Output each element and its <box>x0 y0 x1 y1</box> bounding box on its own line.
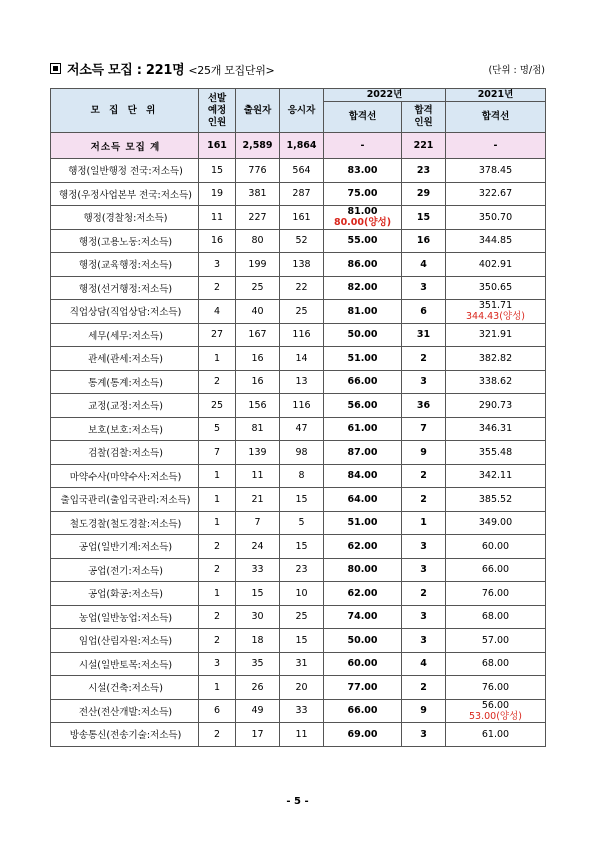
row-examinees: 287 <box>280 182 324 206</box>
row-cutoff-2022: 66.00 <box>324 370 402 394</box>
row-cutoff-2021-value: 351.71 <box>478 300 513 312</box>
row-planned: 27 <box>199 323 236 347</box>
row-applicants: 16 <box>236 370 280 394</box>
header-planned: 선발 예정 인원 <box>199 89 236 133</box>
row-passed-2022: 2 <box>402 347 446 371</box>
table-row <box>51 488 546 512</box>
row-cutoff-2022: 62.00 <box>324 535 402 559</box>
row-examinees: 11 <box>280 723 324 747</box>
row-passed-2022: 2 <box>402 582 446 606</box>
row-examinees: 31 <box>280 652 324 676</box>
header-passed-2022: 합격 인원 <box>402 102 446 133</box>
row-planned: 1 <box>199 464 236 488</box>
row-cutoff-2021: 76.00 <box>446 676 546 700</box>
row-cutoff-2022: 75.00 <box>324 182 402 206</box>
row-passed-2022: 3 <box>402 723 446 747</box>
row-cutoff-2022: 50.00 <box>324 629 402 653</box>
row-cutoff-2021: 60.00 <box>446 535 546 559</box>
row-cutoff-2022-value: 81.00 <box>347 206 378 218</box>
row-cutoff-2021: 402.91 <box>446 253 546 277</box>
row-cutoff-2021: 355.48 <box>446 441 546 465</box>
row-cutoff-2021: 61.00 <box>446 723 546 747</box>
row-passed-2022: 31 <box>402 323 446 347</box>
row-cutoff-2022: 55.00 <box>324 229 402 253</box>
row-cutoff-2022: 60.00 <box>324 652 402 676</box>
row-planned: 7 <box>199 441 236 465</box>
row-planned: 3 <box>199 652 236 676</box>
table-row <box>51 535 546 559</box>
row-cutoff-2021: 350.70 <box>446 206 546 230</box>
row-cutoff-2022: 66.00 <box>324 699 402 723</box>
row-name: 행정(교육행정:저소득) <box>51 253 199 277</box>
row-name: 세무(세무:저소득) <box>51 323 199 347</box>
table-row <box>51 394 546 418</box>
table-row <box>51 253 546 277</box>
row-cutoff-2021: 382.82 <box>446 347 546 371</box>
row-cutoff-2021: 66.00 <box>446 558 546 582</box>
total-applicants: 2,589 <box>236 133 280 159</box>
square-bullet-icon <box>50 63 61 74</box>
row-planned: 3 <box>199 253 236 277</box>
table-row <box>51 370 546 394</box>
row-cutoff-2021: 350.65 <box>446 276 546 300</box>
row-cutoff-2021: 385.52 <box>446 488 546 512</box>
row-applicants: 16 <box>236 347 280 371</box>
row-name: 행정(일반행정 전국:저소득) <box>51 159 199 183</box>
table-row <box>51 582 546 606</box>
row-applicants: 199 <box>236 253 280 277</box>
row-applicants: 24 <box>236 535 280 559</box>
row-planned: 1 <box>199 488 236 512</box>
row-name: 행정(경찰청:저소득) <box>51 206 199 230</box>
header-cutoff-2021: 합격선 <box>446 102 546 133</box>
table-row <box>51 723 546 747</box>
row-cutoff-2021: 57.00 <box>446 629 546 653</box>
row-applicants: 30 <box>236 605 280 629</box>
total-name: 저소득 모집 계 <box>51 133 199 159</box>
row-applicants: 15 <box>236 582 280 606</box>
table-row <box>51 300 546 324</box>
row-planned: 2 <box>199 276 236 300</box>
row-examinees: 15 <box>280 535 324 559</box>
row-applicants: 156 <box>236 394 280 418</box>
row-cutoff-2022 <box>324 206 402 230</box>
unit-label: (단위 : 명/점) <box>488 65 545 76</box>
row-cutoff-2022: 74.00 <box>324 605 402 629</box>
row-passed-2022: 23 <box>402 159 446 183</box>
total-examinees: 1,864 <box>280 133 324 159</box>
row-planned: 2 <box>199 723 236 747</box>
table-row <box>51 629 546 653</box>
row-name: 마약수사(마약수사:저소득) <box>51 464 199 488</box>
row-planned: 2 <box>199 370 236 394</box>
row-applicants: 21 <box>236 488 280 512</box>
row-applicants: 49 <box>236 699 280 723</box>
row-planned: 11 <box>199 206 236 230</box>
results-table <box>50 88 546 747</box>
row-name: 교정(교정:저소득) <box>51 394 199 418</box>
row-planned: 2 <box>199 605 236 629</box>
total-cutoff-2022: - <box>324 133 402 159</box>
total-planned: 161 <box>199 133 236 159</box>
row-cutoff-2021: 290.73 <box>446 394 546 418</box>
row-name: 검찰(검찰:저소득) <box>51 441 199 465</box>
row-passed-2022: 15 <box>402 206 446 230</box>
row-examinees: 15 <box>280 629 324 653</box>
row-planned: 5 <box>199 417 236 441</box>
header-year-2021: 2021년 <box>446 89 546 102</box>
row-examinees: 116 <box>280 394 324 418</box>
row-cutoff-2021: 349.00 <box>446 511 546 535</box>
table-body <box>51 133 546 747</box>
row-name: 철도경찰(철도경찰:저소득) <box>51 511 199 535</box>
row-cutoff-2021: 378.45 <box>446 159 546 183</box>
table-row <box>51 276 546 300</box>
row-planned: 15 <box>199 159 236 183</box>
row-examinees: 20 <box>280 676 324 700</box>
total-passed-2022: 221 <box>402 133 446 159</box>
row-cutoff-2022-gender-balance-value: 80.00(양성) <box>333 217 392 229</box>
header-applicants: 출원자 <box>236 89 280 133</box>
row-cutoff-2022: 51.00 <box>324 511 402 535</box>
row-name: 출입국관리(출입국관리:저소득) <box>51 488 199 512</box>
row-name: 행정(우정사업본부 전국:저소득) <box>51 182 199 206</box>
row-cutoff-2021-value: 56.00 <box>481 699 510 711</box>
row-examinees: 13 <box>280 370 324 394</box>
table-row <box>51 347 546 371</box>
row-passed-2022: 2 <box>402 488 446 512</box>
row-passed-2022: 3 <box>402 535 446 559</box>
row-examinees: 116 <box>280 323 324 347</box>
row-examinees: 8 <box>280 464 324 488</box>
row-passed-2022: 7 <box>402 417 446 441</box>
table-row <box>51 417 546 441</box>
row-name: 시설(일반토목:저소득) <box>51 652 199 676</box>
row-passed-2022: 16 <box>402 229 446 253</box>
row-cutoff-2021: 68.00 <box>446 605 546 629</box>
row-cutoff-2021: 342.11 <box>446 464 546 488</box>
row-cutoff-2022: 77.00 <box>324 676 402 700</box>
row-examinees: 10 <box>280 582 324 606</box>
row-cutoff-2022: 56.00 <box>324 394 402 418</box>
row-name: 농업(일반농업:저소득) <box>51 605 199 629</box>
table-row <box>51 676 546 700</box>
row-cutoff-2021: 321.91 <box>446 323 546 347</box>
row-applicants: 81 <box>236 417 280 441</box>
row-cutoff-2021: 68.00 <box>446 652 546 676</box>
row-passed-2022: 29 <box>402 182 446 206</box>
row-applicants: 11 <box>236 464 280 488</box>
row-applicants: 40 <box>236 300 280 324</box>
row-cutoff-2022: 61.00 <box>324 417 402 441</box>
row-passed-2022: 9 <box>402 441 446 465</box>
row-name: 행정(선거행정:저소득) <box>51 276 199 300</box>
row-cutoff-2021: 346.31 <box>446 417 546 441</box>
table-row <box>51 464 546 488</box>
row-passed-2022: 4 <box>402 652 446 676</box>
row-examinees: 14 <box>280 347 324 371</box>
row-name: 공업(화공:저소득) <box>51 582 199 606</box>
row-name: 전산(전산개발:저소득) <box>51 699 199 723</box>
table-row <box>51 652 546 676</box>
header-unit: 모 집 단 위 <box>51 89 199 133</box>
row-passed-2022: 2 <box>402 676 446 700</box>
row-applicants: 18 <box>236 629 280 653</box>
row-name: 시설(건축:저소득) <box>51 676 199 700</box>
row-cutoff-2022: 80.00 <box>324 558 402 582</box>
row-examinees: 161 <box>280 206 324 230</box>
row-passed-2022: 4 <box>402 253 446 277</box>
row-cutoff-2021: 338.62 <box>446 370 546 394</box>
row-planned: 1 <box>199 511 236 535</box>
row-cutoff-2022: 50.00 <box>324 323 402 347</box>
row-examinees: 25 <box>280 605 324 629</box>
row-cutoff-2021-gender-balance-value: 344.43(양성) <box>465 311 525 323</box>
page-title <box>50 59 274 78</box>
row-name: 공업(전기:저소득) <box>51 558 199 582</box>
table-row <box>51 511 546 535</box>
page-number: - 5 - <box>286 796 309 807</box>
row-cutoff-2022: 81.00 <box>324 300 402 324</box>
table-row <box>51 605 546 629</box>
title-main: 저소득 모집 : 221명 <box>67 63 185 78</box>
row-applicants: 139 <box>236 441 280 465</box>
row-name: 보호(보호:저소득) <box>51 417 199 441</box>
row-applicants: 17 <box>236 723 280 747</box>
row-cutoff-2021-gender-balance-value: 53.00(양성) <box>469 710 522 722</box>
total-cutoff-2021: - <box>446 133 546 159</box>
row-passed-2022: 3 <box>402 629 446 653</box>
row-planned: 1 <box>199 347 236 371</box>
row-passed-2022: 3 <box>402 605 446 629</box>
row-cutoff-2022: 51.00 <box>324 347 402 371</box>
row-name: 방송통신(전송기술:저소득) <box>51 723 199 747</box>
row-passed-2022: 6 <box>402 300 446 324</box>
table-row <box>51 229 546 253</box>
row-examinees: 25 <box>280 300 324 324</box>
title-sub: <25개 모집단위> <box>188 64 275 77</box>
header-year-2022: 2022년 <box>324 89 446 102</box>
row-cutoff-2021: 322.67 <box>446 182 546 206</box>
row-cutoff-2022: 86.00 <box>324 253 402 277</box>
row-applicants: 776 <box>236 159 280 183</box>
header-cutoff-2022: 합격선 <box>324 102 402 133</box>
row-passed-2022: 2 <box>402 464 446 488</box>
row-passed-2022: 1 <box>402 511 446 535</box>
row-examinees: 47 <box>280 417 324 441</box>
row-applicants: 80 <box>236 229 280 253</box>
row-name: 행정(고용노동:저소득) <box>51 229 199 253</box>
row-cutoff-2022: 62.00 <box>324 582 402 606</box>
table-row <box>51 159 546 183</box>
table-row <box>51 323 546 347</box>
table-row <box>51 206 546 230</box>
row-examinees: 98 <box>280 441 324 465</box>
row-passed-2022: 3 <box>402 558 446 582</box>
row-applicants: 7 <box>236 511 280 535</box>
row-applicants: 167 <box>236 323 280 347</box>
row-name: 직업상담(직업상담:저소득) <box>51 300 199 324</box>
row-cutoff-2021 <box>446 699 546 723</box>
row-examinees: 15 <box>280 488 324 512</box>
row-passed-2022: 36 <box>402 394 446 418</box>
row-name: 통계(통계:저소득) <box>51 370 199 394</box>
row-cutoff-2022: 64.00 <box>324 488 402 512</box>
row-applicants: 25 <box>236 276 280 300</box>
row-examinees: 33 <box>280 699 324 723</box>
table-row <box>51 699 546 723</box>
table-row <box>51 558 546 582</box>
row-cutoff-2022: 69.00 <box>324 723 402 747</box>
row-cutoff-2022: 87.00 <box>324 441 402 465</box>
row-applicants: 26 <box>236 676 280 700</box>
row-name: 공업(일반기계:저소득) <box>51 535 199 559</box>
row-cutoff-2022: 84.00 <box>324 464 402 488</box>
row-examinees: 564 <box>280 159 324 183</box>
row-cutoff-2022: 82.00 <box>324 276 402 300</box>
row-applicants: 33 <box>236 558 280 582</box>
row-applicants: 381 <box>236 182 280 206</box>
table-row <box>51 182 546 206</box>
row-examinees: 23 <box>280 558 324 582</box>
row-planned: 2 <box>199 535 236 559</box>
row-cutoff-2022: 83.00 <box>324 159 402 183</box>
row-planned: 2 <box>199 558 236 582</box>
row-name: 임업(산림자원:저소득) <box>51 629 199 653</box>
row-planned: 1 <box>199 676 236 700</box>
header-examinees: 응시자 <box>280 89 324 133</box>
row-applicants: 227 <box>236 206 280 230</box>
row-planned: 19 <box>199 182 236 206</box>
row-examinees: 5 <box>280 511 324 535</box>
row-passed-2022: 9 <box>402 699 446 723</box>
row-cutoff-2021 <box>446 300 546 324</box>
row-cutoff-2021: 76.00 <box>446 582 546 606</box>
row-passed-2022: 3 <box>402 370 446 394</box>
row-name: 관세(관세:저소득) <box>51 347 199 371</box>
row-planned: 16 <box>199 229 236 253</box>
row-examinees: 138 <box>280 253 324 277</box>
row-examinees: 52 <box>280 229 324 253</box>
row-examinees: 22 <box>280 276 324 300</box>
row-applicants: 35 <box>236 652 280 676</box>
table-row <box>51 441 546 465</box>
row-planned: 25 <box>199 394 236 418</box>
row-planned: 2 <box>199 629 236 653</box>
row-planned: 6 <box>199 699 236 723</box>
row-planned: 1 <box>199 582 236 606</box>
row-planned: 4 <box>199 300 236 324</box>
total-row <box>51 133 546 159</box>
row-passed-2022: 3 <box>402 276 446 300</box>
row-cutoff-2021: 344.85 <box>446 229 546 253</box>
